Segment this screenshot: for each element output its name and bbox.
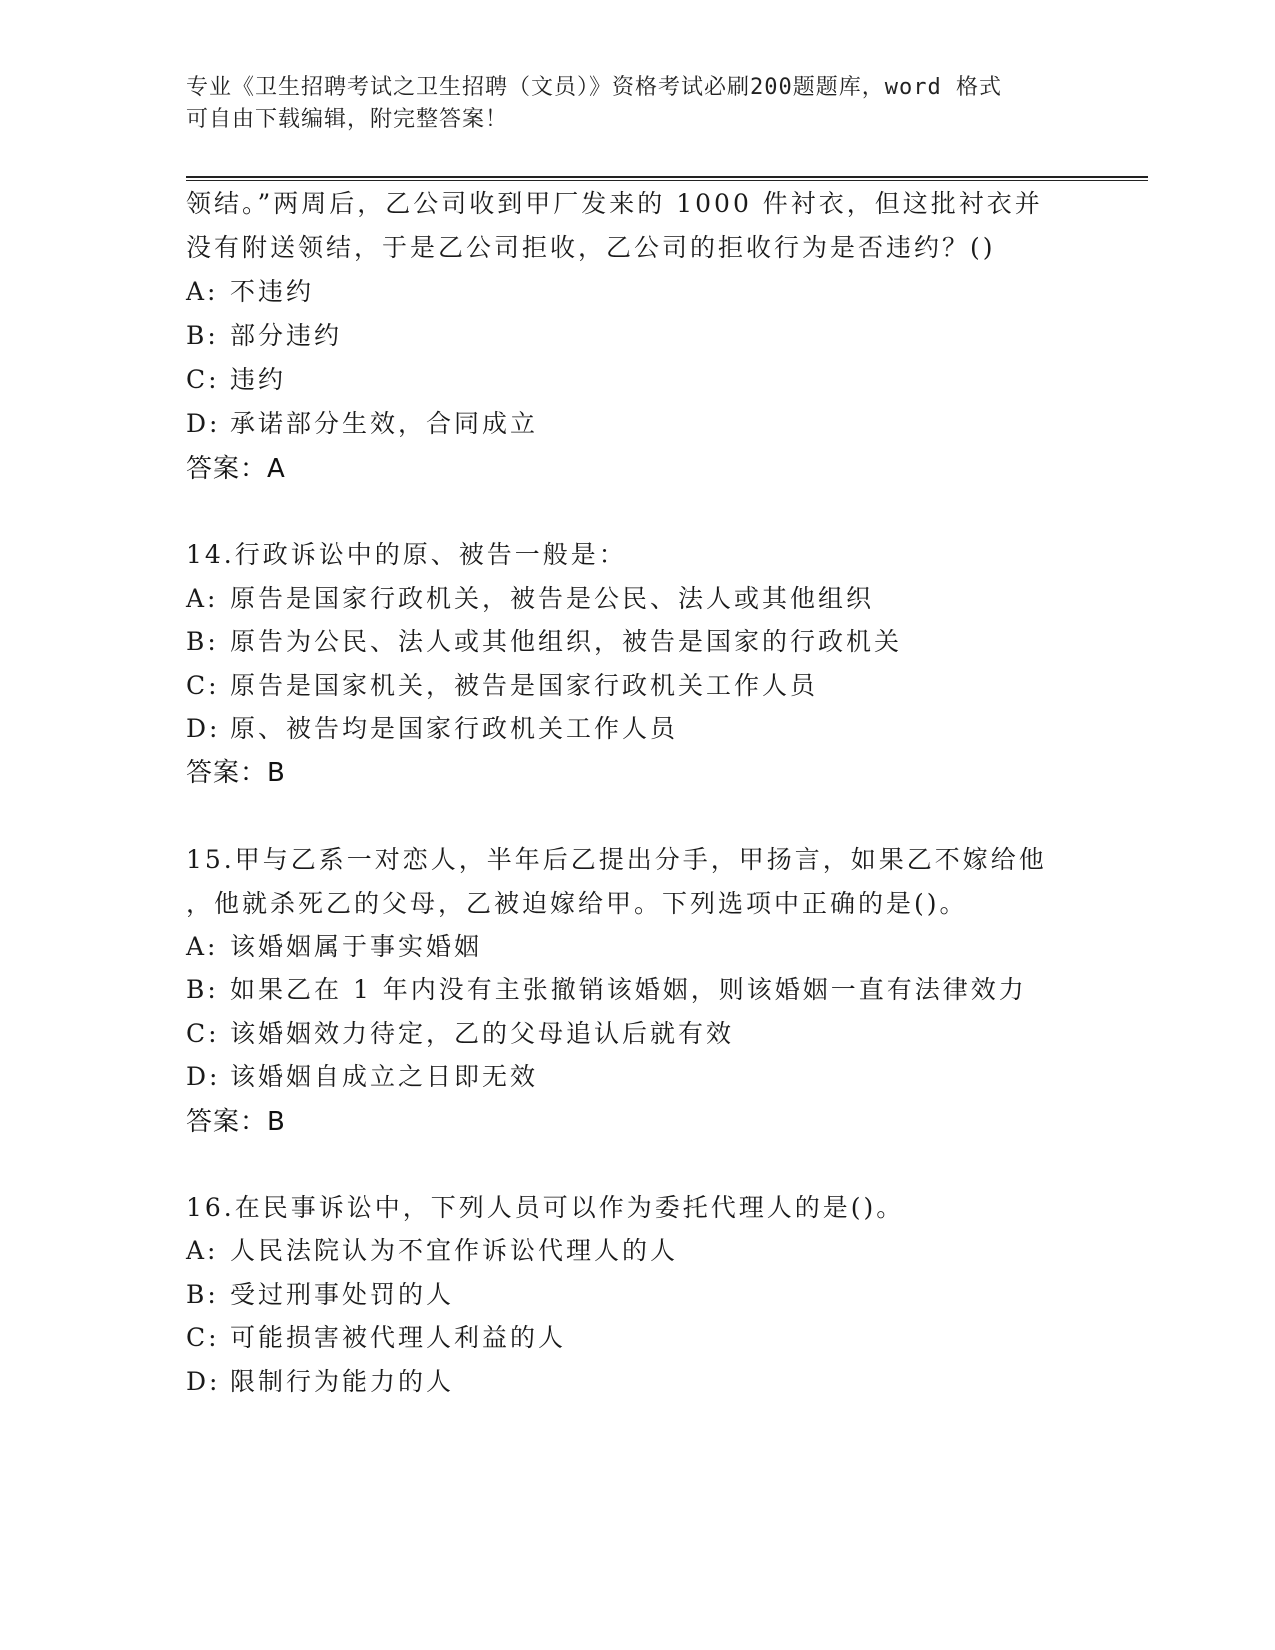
option-text: 该婚姻效力待定，乙的父母追认后就有效 — [230, 1019, 735, 1048]
option-letter: D: — [186, 1367, 221, 1396]
q13-option-c — [186, 360, 1086, 396]
option-letter: C: — [186, 1323, 220, 1352]
option-letter: C: — [186, 1019, 220, 1048]
q16-option-d — [186, 1362, 1086, 1398]
q15-option-a — [186, 927, 1086, 963]
q13-continuation-line-2: 没有附送领结，于是乙公司拒收，乙公司的拒收行为是否违约？() — [186, 233, 996, 262]
option-text: 限制行为能力的人 — [230, 1367, 455, 1396]
option-text: 原告为公民、法人或其他组织，被告是国家的行政机关 — [230, 627, 903, 656]
header-title-line-1: 专业《卫生招聘考试之卫生招聘（文员）》资格考试必刷200题题库，word 格式 — [186, 75, 1002, 100]
q13-option-b — [186, 316, 1086, 352]
q16-option-a — [186, 1231, 1086, 1267]
option-text: 可能损害被代理人利益的人 — [230, 1323, 567, 1352]
option-letter: C: — [186, 671, 220, 700]
page-header — [186, 72, 1086, 136]
option-letter: B: — [186, 321, 219, 350]
q14-option-d — [186, 709, 1086, 745]
option-text: 承诺部分生效，合同成立 — [230, 409, 539, 438]
q15-option-c — [186, 1014, 1086, 1050]
option-text: 违约 — [230, 365, 287, 394]
option-letter: A: — [186, 584, 219, 613]
q15-option-d — [186, 1057, 1086, 1093]
option-text: 部分违约 — [230, 321, 343, 350]
header-title-line-2: 可自由下载编辑，附完整答案！ — [186, 107, 509, 132]
q15-stem-line-2: ，他就杀死乙的父母，乙被迫嫁给甲。下列选项中正确的是()。 — [186, 889, 968, 918]
option-letter: D: — [186, 714, 221, 743]
option-text: 该婚姻自成立之日即无效 — [230, 1062, 539, 1091]
q14-option-c — [186, 666, 1086, 702]
option-text: 原告是国家机关，被告是国家行政机关工作人员 — [230, 671, 819, 700]
option-text: 受过刑事处罚的人 — [230, 1280, 455, 1309]
q13-option-d — [186, 404, 1086, 440]
option-text: 人民法院认为不宜作诉讼代理人的人 — [230, 1236, 679, 1265]
option-letter: B: — [186, 975, 219, 1004]
q13-option-a — [186, 272, 1086, 308]
q16-option-b — [186, 1275, 1086, 1311]
q16-stem: 16.在民事诉讼中，下列人员可以作为委托代理人的是()。 — [186, 1193, 905, 1222]
option-letter: A: — [186, 1236, 219, 1265]
q14-option-a — [186, 579, 1086, 615]
q16-option-c — [186, 1318, 1086, 1354]
option-text: 不违约 — [230, 277, 315, 306]
option-letter: A: — [186, 277, 219, 306]
option-letter: B: — [186, 1280, 219, 1309]
option-text: 原、被告均是国家行政机关工作人员 — [230, 714, 679, 743]
q15-option-b — [186, 970, 1086, 1006]
header-divider — [186, 176, 1148, 181]
option-text: 该婚姻属于事实婚姻 — [230, 932, 483, 961]
option-letter: D: — [186, 409, 221, 438]
q13-answer: 答案：A — [186, 454, 286, 484]
q14-answer: 答案：B — [186, 758, 286, 788]
q15-stem-line-1: 15.甲与乙系一对恋人，半年后乙提出分手，甲扬言，如果乙不嫁给他 — [186, 845, 1047, 874]
q14-stem: 14.行政诉讼中的原、被告一般是： — [186, 540, 627, 569]
option-letter: D: — [186, 1062, 221, 1091]
option-text: 如果乙在 1 年内没有主张撤销该婚姻，则该婚姻一直有法律效力 — [230, 975, 1027, 1004]
q15-answer: 答案：B — [186, 1107, 286, 1137]
option-letter: C: — [186, 365, 220, 394]
option-letter: B: — [186, 627, 219, 656]
option-letter: A: — [186, 932, 219, 961]
q13-continuation-line-1: 领结。”两周后，乙公司收到甲厂发来的 1000 件衬衣，但这批衬衣并 — [186, 189, 1043, 218]
option-text: 原告是国家行政机关，被告是公民、法人或其他组织 — [230, 584, 875, 613]
q14-option-b — [186, 622, 1086, 658]
